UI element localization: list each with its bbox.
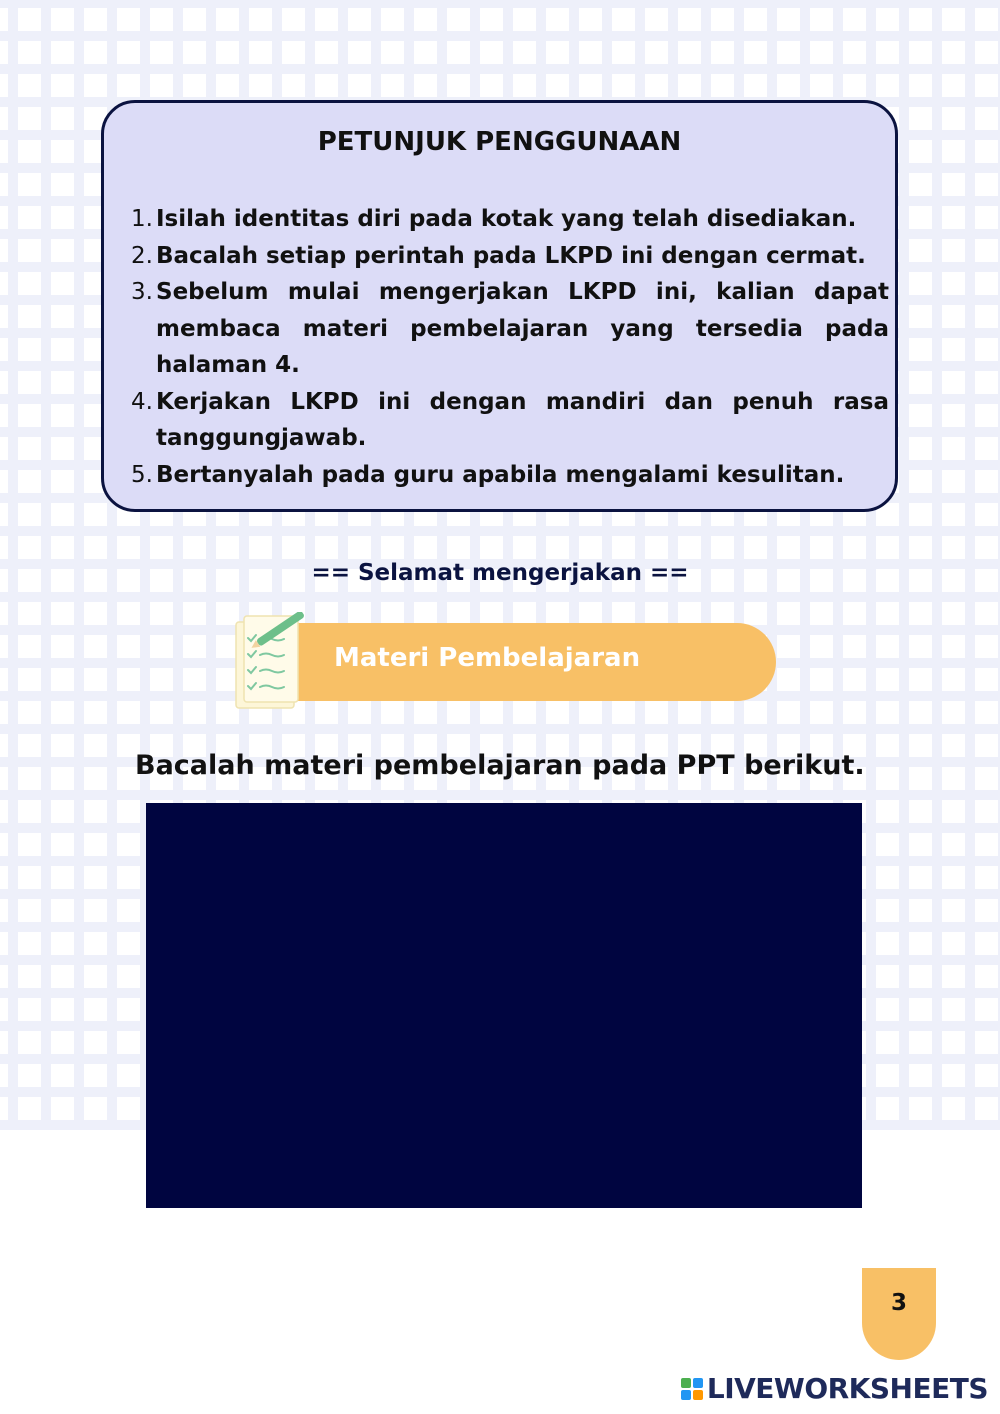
liveworksheets-logo-icon	[681, 1378, 703, 1400]
liveworksheets-logo	[681, 1372, 988, 1406]
instructions-list	[128, 201, 889, 493]
instruction-number: 4.	[131, 388, 153, 415]
checklist-note-icon	[232, 612, 304, 710]
liveworksheets-brand: LIVEWORKSHEETS	[706, 1372, 988, 1405]
banner-label: Materi Pembelajaran	[334, 643, 641, 673]
instruction-text: Bertanyalah pada guru apabila mengalami kesulitan.	[156, 461, 845, 488]
page-number: 3	[890, 1290, 907, 1316]
instruction-text: Kerjakan LKPD ini dengan mandiri dan penuh rasa tanggungjawab.	[156, 388, 889, 451]
instruction-text: Isilah identitas diri pada kotak yang telah disediakan.	[156, 206, 857, 232]
instruction-item	[128, 384, 889, 457]
instruction-item	[128, 457, 889, 494]
instructions-panel	[101, 100, 898, 512]
instruction-number: 5.	[131, 461, 153, 488]
ppt-embed[interactable]	[146, 803, 862, 1208]
instruction-item	[128, 238, 889, 275]
greeting-text: == Selamat mengerjakan ==	[311, 560, 689, 586]
read-prompt: Bacalah materi pembelajaran pada PPT berikut.	[135, 750, 865, 781]
instruction-number: 1.	[131, 206, 153, 232]
instructions-title: PETUNJUK PENGGUNAAN	[317, 127, 682, 157]
instruction-text: Sebelum mulai mengerjakan LKPD ini, kalian dapat membaca materi pembelajaran yang tersedia pada halaman 4.	[156, 279, 889, 378]
instruction-item	[128, 274, 889, 384]
instruction-item	[128, 201, 889, 238]
section-banner	[282, 623, 776, 701]
instruction-text: Bacalah setiap perintah pada LKPD ini dengan cermat.	[156, 242, 866, 269]
page-number-tab	[862, 1268, 936, 1360]
instruction-number: 2.	[131, 242, 153, 269]
instruction-number: 3.	[131, 279, 153, 305]
